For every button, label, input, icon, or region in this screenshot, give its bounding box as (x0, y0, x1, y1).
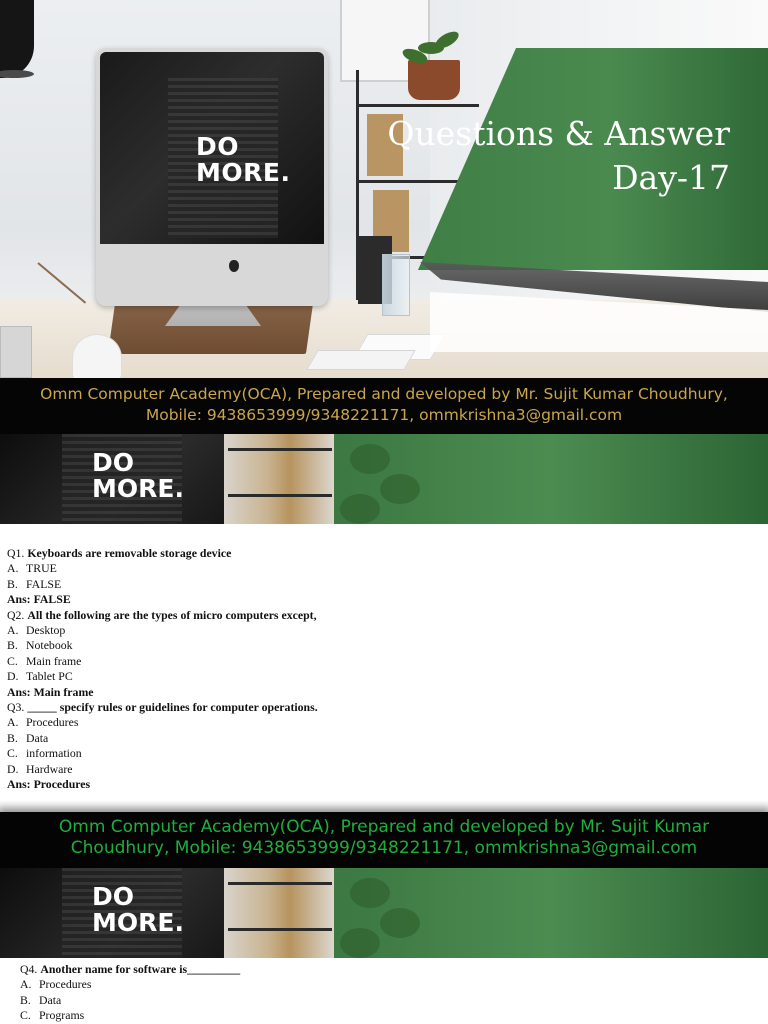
option-letter: A. (7, 715, 19, 730)
answer-label: Ans: (7, 684, 34, 699)
title-slide (0, 0, 768, 380)
option (7, 731, 318, 746)
option (7, 746, 318, 761)
option (20, 993, 240, 1008)
header-strip-1 (0, 434, 768, 524)
option-text: TRUE (26, 561, 57, 576)
option-letter: C. (7, 746, 18, 761)
answer-label: Ans: (7, 777, 34, 792)
option-text: Desktop (26, 623, 66, 638)
answer-text: Procedures (33, 777, 91, 792)
slide-subtitle-day: Day-17 (612, 158, 730, 197)
option-text: Notebook (26, 638, 73, 653)
strip-line-2: MORE. (92, 474, 184, 503)
option (7, 715, 318, 730)
option-text: Programs (39, 1008, 85, 1023)
option (7, 638, 318, 653)
option-letter: A. (20, 977, 32, 992)
water-glass-image (382, 254, 410, 316)
option-text: FALSE (26, 576, 62, 591)
vase-image (72, 334, 122, 380)
option (20, 977, 240, 992)
question-3 (7, 700, 318, 715)
option (7, 561, 318, 576)
option-letter: B. (7, 638, 18, 653)
option-letter: C. (20, 1008, 31, 1023)
credits-line-1: Omm Computer Academy(OCA), Prepared and developed by Mr. Sujit Kumar Choudhury, (40, 385, 728, 403)
do-more-poster-text (196, 134, 290, 186)
diffuser-sticks-image (37, 262, 86, 303)
question-4 (20, 962, 240, 977)
option-text: Tablet PC (26, 669, 73, 684)
question-1 (7, 546, 318, 561)
strip-line-1: DO (92, 882, 135, 911)
strip-do-more-text (92, 884, 184, 936)
question-number: Q2. (7, 607, 28, 622)
option-letter: C. (7, 653, 18, 668)
option-letter: A. (7, 623, 19, 638)
credits-line-2: Mobile: 9438653999/9348221171, ommkrishna3@gmail.com (145, 406, 623, 424)
option-letter: B. (7, 730, 18, 745)
question-text: Another name for software is_________ (40, 962, 241, 976)
credits-line-2: Choudhury, Mobile: 9438653999/9348221171, ommkrishna3@gmail.com (70, 838, 698, 858)
credits-banner-middle (0, 812, 768, 868)
page-divider (0, 800, 768, 812)
option (7, 654, 318, 669)
poster-line-1: DO (196, 132, 240, 161)
option-text: Data (26, 730, 49, 745)
option (20, 1008, 240, 1023)
option-letter: B. (7, 576, 18, 591)
credits-line-1: Omm Computer Academy(OCA), Prepared and developed by Mr. Sujit Kumar (58, 817, 710, 837)
option (7, 669, 318, 684)
question-number: Q4. (20, 962, 41, 976)
lamp-image (0, 0, 34, 78)
option-text: Procedures (26, 715, 79, 730)
question-2 (7, 608, 318, 623)
answer-label: Ans: (7, 592, 34, 607)
option-letter: D. (7, 669, 19, 684)
option-letter: A. (7, 561, 19, 576)
option (7, 762, 318, 777)
plant-image (408, 60, 460, 100)
question-text: Keyboards are removable storage device (27, 546, 232, 560)
lamp-shade-image (0, 70, 34, 78)
qa-block-1 (7, 546, 318, 793)
keyboard-image (306, 350, 416, 370)
strip-line-1: DO (92, 448, 135, 477)
answer-3 (7, 777, 318, 792)
poster-line-2: MORE. (196, 158, 291, 187)
question-text: All the following are the types of micro computers except, (27, 607, 317, 622)
option-text: Main frame (26, 653, 82, 668)
answer-1 (7, 592, 318, 607)
header-strip-2 (0, 868, 768, 958)
option-text: Hardware (26, 761, 73, 776)
option (7, 577, 318, 592)
answer-text: Main frame (33, 684, 94, 699)
apple-logo-icon (229, 260, 239, 272)
option-text: Data (39, 992, 62, 1007)
credits-banner-top (0, 378, 768, 434)
answer-2 (7, 685, 318, 700)
question-text: _____ specify rules or guidelines for computer operations. (27, 700, 318, 715)
pen-cup-image (0, 326, 32, 378)
strip-do-more-text (92, 450, 184, 502)
option-letter: D. (7, 761, 19, 776)
question-number: Q1. (7, 546, 28, 560)
slide-title: Questions & Answer (387, 114, 730, 153)
option-letter: B. (20, 992, 31, 1007)
qa-block-2 (20, 962, 240, 1024)
answer-text: FALSE (33, 592, 71, 607)
strip-line-2: MORE. (92, 908, 184, 937)
option-text: information (26, 746, 82, 761)
option (7, 623, 318, 638)
question-number: Q3. (7, 700, 28, 715)
option-text: Procedures (39, 977, 92, 992)
